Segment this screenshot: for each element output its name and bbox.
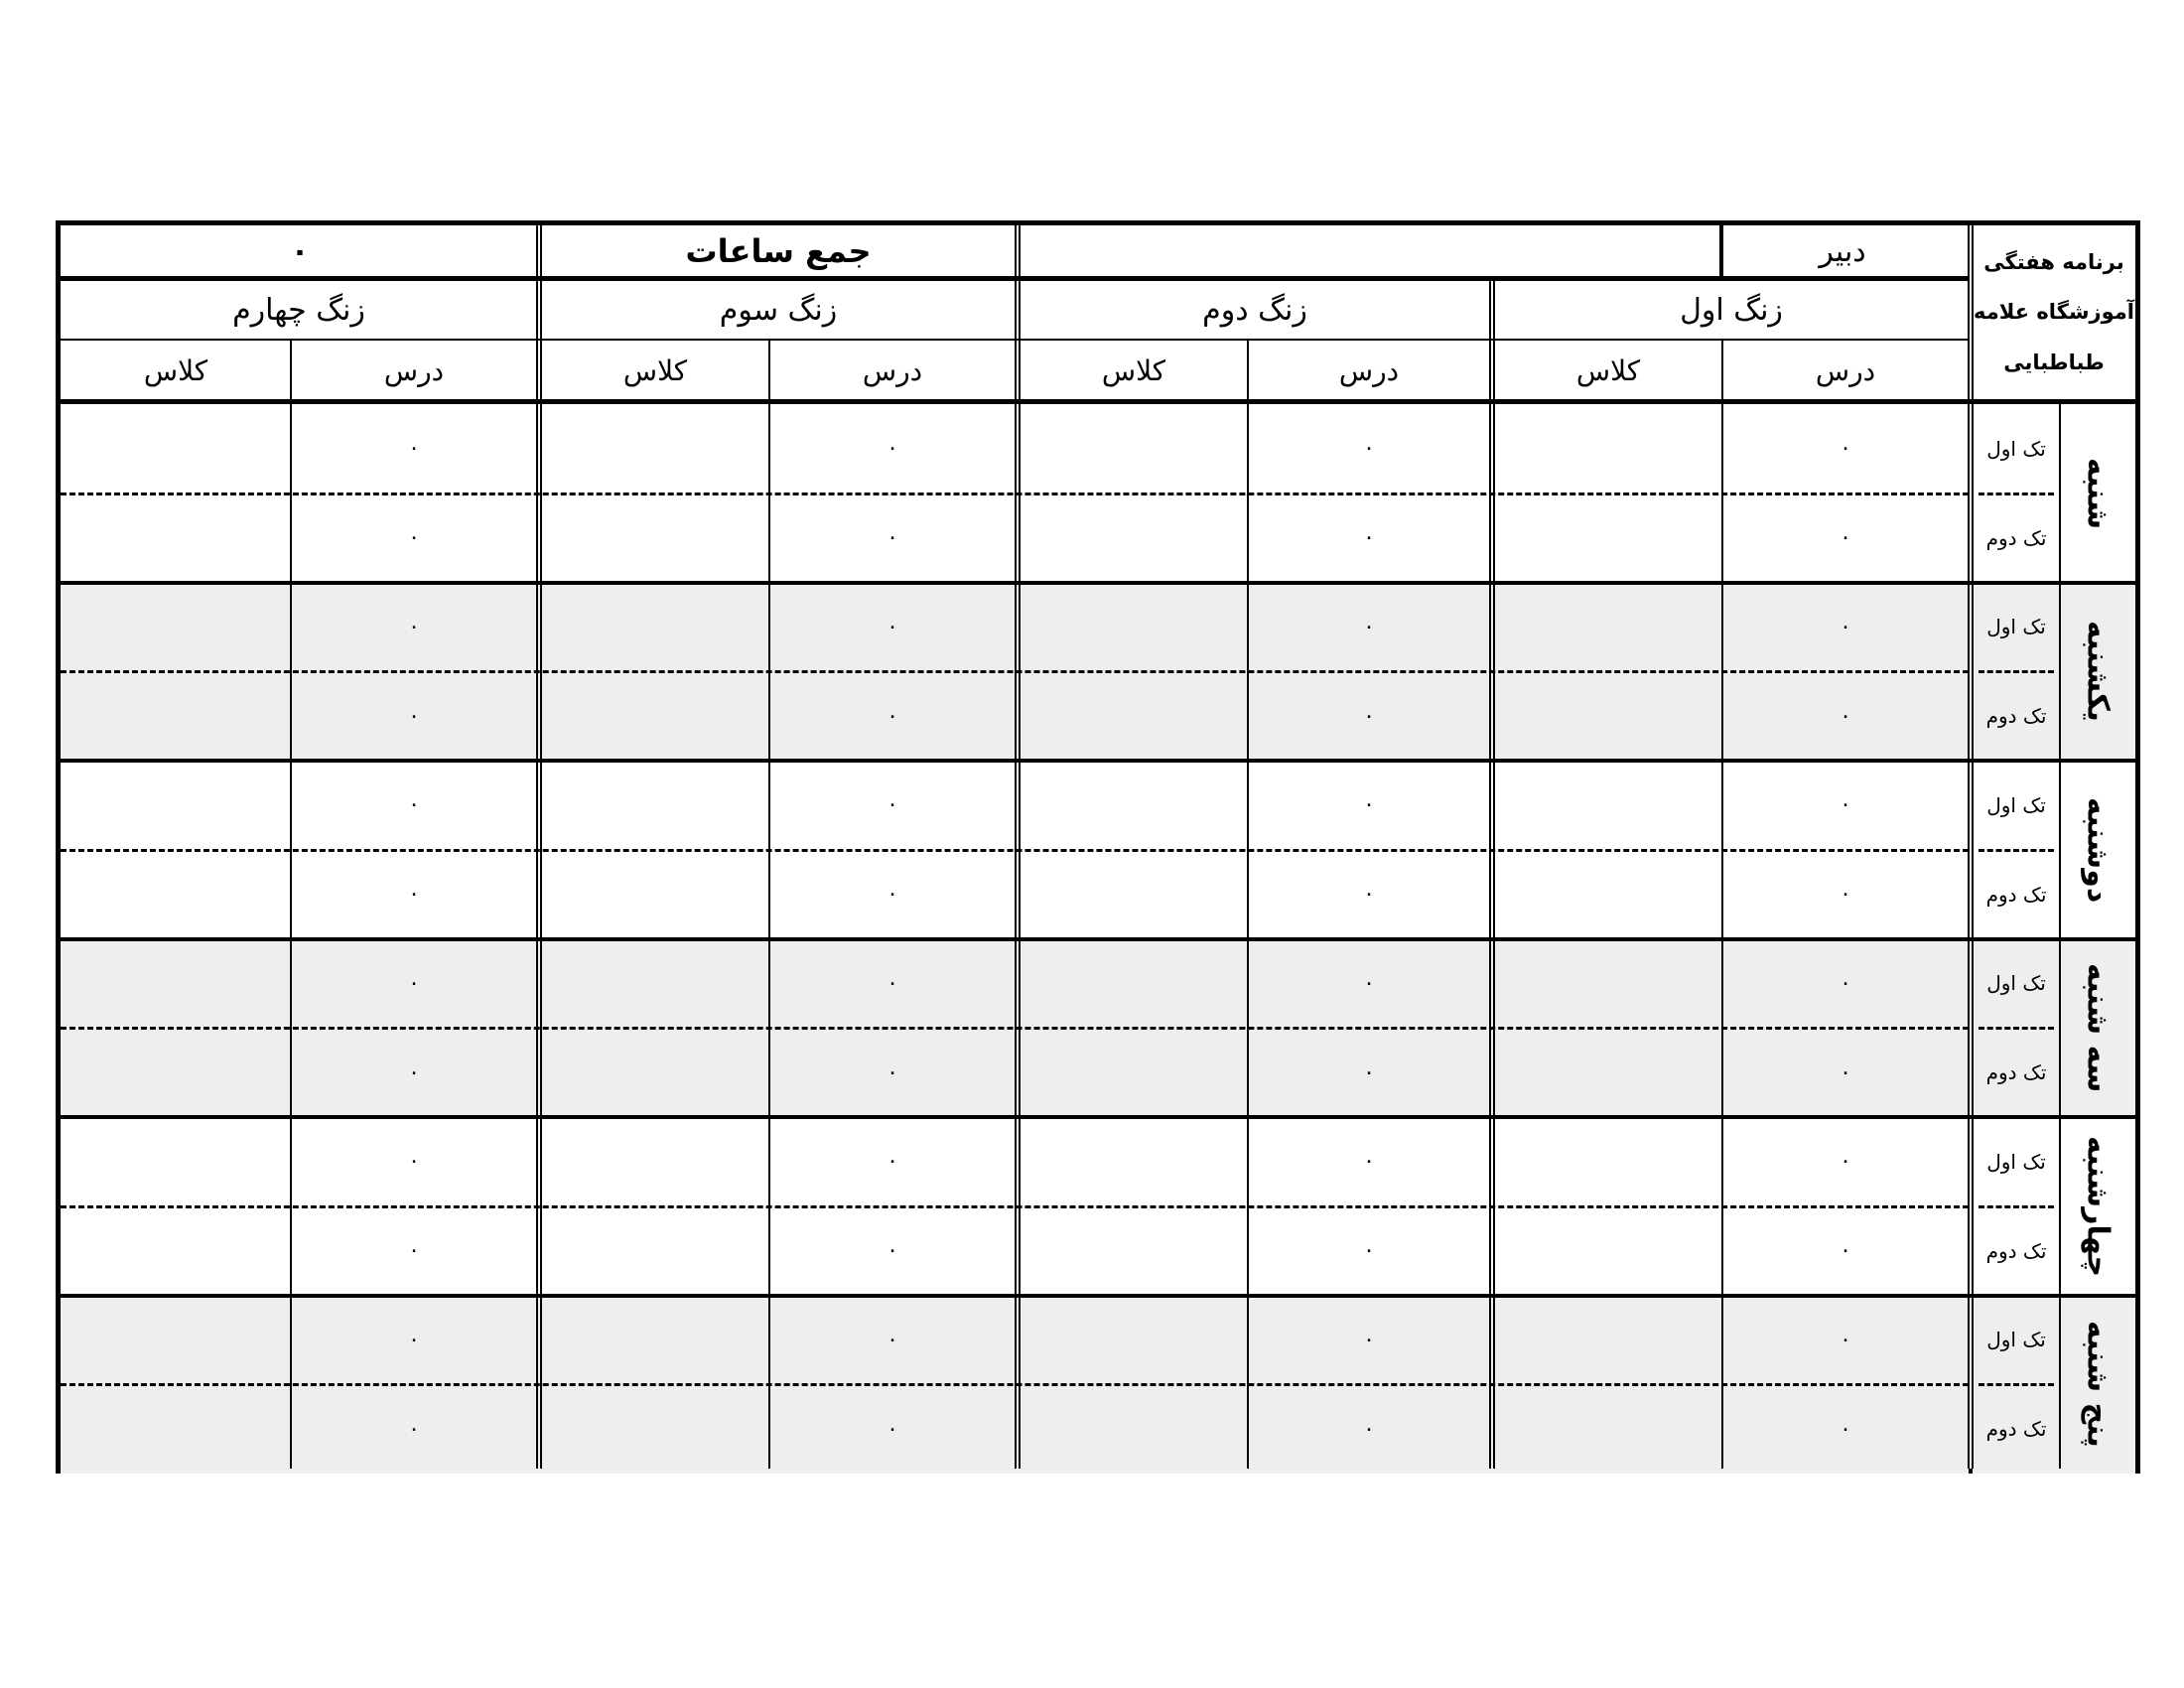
class-cell[interactable]: [541, 404, 769, 493]
slot-label: تک دوم: [1985, 1417, 2047, 1442]
column-border: [1489, 281, 1491, 1469]
lesson-cell[interactable]: ۰: [1363, 525, 1375, 551]
class-cell[interactable]: [541, 671, 769, 761]
class-cell[interactable]: [1494, 939, 1722, 1029]
bell-2-lesson-header: درس: [1338, 353, 1400, 387]
day-separator: [61, 581, 2135, 585]
class-cell[interactable]: [61, 404, 291, 493]
class-cell[interactable]: [1020, 493, 1248, 583]
school-title: [1973, 225, 2135, 399]
class-cell[interactable]: [61, 1384, 291, 1474]
bell-2-header: زنگ دوم: [1202, 292, 1307, 328]
class-cell[interactable]: [1020, 583, 1248, 672]
lesson-cell[interactable]: ۰: [887, 1416, 898, 1442]
slot-label: تک اول: [1986, 971, 2046, 996]
column-border: [540, 225, 542, 1469]
slot-divider: [1979, 492, 2054, 495]
class-cell[interactable]: [541, 1384, 769, 1474]
slot-divider: [1979, 849, 2054, 852]
day-name: سه شنبه: [2080, 963, 2116, 1093]
column-border: [1015, 225, 1017, 1469]
day-separator: [61, 759, 2135, 763]
bell-1-class-header: کلاس: [1575, 353, 1641, 387]
bell-2-class-header: کلاس: [1101, 353, 1166, 387]
class-cell[interactable]: [1020, 1296, 1248, 1385]
lesson-cell[interactable]: ۰: [1840, 970, 1851, 996]
day-separator: [61, 1115, 2135, 1119]
class-cell[interactable]: [61, 671, 291, 761]
lesson-cell[interactable]: ۰: [1840, 882, 1851, 908]
class-cell[interactable]: [1494, 583, 1722, 672]
class-cell[interactable]: [1494, 1206, 1722, 1296]
class-cell[interactable]: [541, 1296, 769, 1385]
class-cell[interactable]: [1020, 1384, 1248, 1474]
lesson-cell[interactable]: ۰: [1363, 1059, 1375, 1085]
class-cell[interactable]: [61, 1117, 291, 1206]
total-hours-label: جمع ساعات: [685, 232, 872, 270]
column-border: [768, 341, 770, 1469]
class-cell[interactable]: [541, 850, 769, 939]
slot-label: تک دوم: [1985, 1060, 2047, 1085]
lesson-cell[interactable]: ۰: [1840, 1238, 1851, 1264]
lesson-cell[interactable]: ۰: [887, 1059, 898, 1085]
class-cell[interactable]: [1020, 1206, 1248, 1296]
column-border: [1721, 341, 1723, 1469]
lesson-cell[interactable]: ۰: [1840, 703, 1851, 729]
class-cell[interactable]: [61, 1296, 291, 1385]
lesson-cell[interactable]: ۰: [408, 1059, 420, 1085]
class-cell[interactable]: [541, 1206, 769, 1296]
slot-label: تک دوم: [1985, 525, 2047, 550]
lesson-cell[interactable]: ۰: [887, 1149, 898, 1175]
class-cell[interactable]: [541, 1117, 769, 1206]
lesson-cell[interactable]: ۰: [1840, 1059, 1851, 1085]
class-cell[interactable]: [1494, 1296, 1722, 1385]
class-cell[interactable]: [1020, 1028, 1248, 1117]
class-cell[interactable]: [61, 1028, 291, 1117]
slot-divider: [1979, 670, 2054, 673]
lesson-cell[interactable]: ۰: [1363, 882, 1375, 908]
slot-label: تک اول: [1986, 1328, 2046, 1352]
header-separator: [61, 399, 2135, 404]
day-name: یکشنبه: [2080, 621, 2116, 723]
column-border: [1247, 341, 1249, 1469]
class-cell[interactable]: [1494, 761, 1722, 850]
bell-3-class-header: کلاس: [622, 353, 688, 387]
lesson-cell[interactable]: ۰: [408, 792, 420, 818]
column-border: [290, 341, 292, 1469]
class-cell[interactable]: [1020, 761, 1248, 850]
weekly-schedule-table: [56, 220, 2140, 1474]
class-cell[interactable]: [541, 761, 769, 850]
class-cell[interactable]: [61, 850, 291, 939]
lesson-cell[interactable]: ۰: [408, 1327, 420, 1352]
lesson-cell[interactable]: ۰: [408, 703, 420, 729]
lesson-cell[interactable]: ۰: [887, 970, 898, 996]
slot-label: تک دوم: [1985, 1238, 2047, 1263]
lesson-cell[interactable]: ۰: [887, 703, 898, 729]
bell-4-header: زنگ چهارم: [232, 292, 365, 328]
slot-label: تک اول: [1986, 1149, 2046, 1174]
class-cell[interactable]: [61, 493, 291, 583]
title-line-1: برنامه هفتگی: [1983, 250, 2124, 275]
class-cell[interactable]: [541, 583, 769, 672]
slot-divider: [1979, 1205, 2054, 1208]
slot-divider: [1979, 1383, 2054, 1386]
lesson-cell[interactable]: ۰: [887, 436, 898, 462]
lesson-cell[interactable]: ۰: [1363, 1238, 1375, 1264]
lesson-cell[interactable]: ۰: [1840, 436, 1851, 462]
total-hours-value[interactable]: ۰: [290, 233, 310, 269]
day-name: پنج شنبه: [2080, 1321, 2116, 1449]
class-cell[interactable]: [1494, 404, 1722, 493]
lesson-cell[interactable]: ۰: [1363, 1327, 1375, 1352]
lesson-cell[interactable]: ۰: [1363, 436, 1375, 462]
day-name: دوشنبه: [2080, 796, 2116, 903]
class-cell[interactable]: [61, 1206, 291, 1296]
slot-label: تک دوم: [1985, 882, 2047, 907]
slot-label: تک اول: [1986, 436, 2046, 461]
lesson-cell[interactable]: ۰: [887, 792, 898, 818]
lesson-cell[interactable]: ۰: [887, 882, 898, 908]
class-cell[interactable]: [1494, 493, 1722, 583]
class-cell[interactable]: [1020, 404, 1248, 493]
lesson-cell[interactable]: ۰: [408, 1416, 420, 1442]
lesson-cell[interactable]: ۰: [1363, 1416, 1375, 1442]
class-cell[interactable]: [1494, 1117, 1722, 1206]
bell-1-lesson-header: درس: [1815, 353, 1876, 387]
class-cell[interactable]: [1494, 1028, 1722, 1117]
bell-4-class-header: کلاس: [143, 353, 208, 387]
class-cell[interactable]: [1494, 671, 1722, 761]
column-border: [536, 225, 538, 1469]
class-cell[interactable]: [541, 1028, 769, 1117]
bell-4-lesson-header: درس: [383, 353, 445, 387]
lesson-cell[interactable]: ۰: [1840, 792, 1851, 818]
slot-label: تک دوم: [1985, 704, 2047, 729]
lesson-cell[interactable]: ۰: [408, 525, 420, 551]
lesson-cell[interactable]: ۰: [1363, 614, 1375, 639]
day-name: شنبه: [2080, 457, 2116, 529]
slot-label: تک اول: [1986, 792, 2046, 817]
slot-label: تک اول: [1986, 615, 2046, 639]
day-name: چهارشنبه: [2080, 1135, 2116, 1277]
class-cell[interactable]: [1494, 1384, 1722, 1474]
column-border: [1493, 281, 1495, 1469]
lesson-cell[interactable]: ۰: [1840, 525, 1851, 551]
class-cell[interactable]: [1020, 850, 1248, 939]
lesson-cell[interactable]: ۰: [887, 614, 898, 639]
class-cell[interactable]: [1020, 939, 1248, 1029]
day-separator: [61, 1294, 2135, 1298]
title-line-2: آموزشگاه علامه: [1974, 300, 2134, 325]
bell-3-header: زنگ سوم: [719, 292, 838, 328]
column-border: [1019, 225, 1021, 1469]
lesson-cell[interactable]: ۰: [887, 525, 898, 551]
lesson-cell[interactable]: ۰: [1840, 1149, 1851, 1175]
teacher-name-field[interactable]: [1018, 225, 1722, 277]
class-cell[interactable]: [1020, 1117, 1248, 1206]
lesson-cell[interactable]: ۰: [1363, 792, 1375, 818]
lesson-cell[interactable]: ۰: [887, 1327, 898, 1352]
class-cell[interactable]: [61, 761, 291, 850]
lesson-cell[interactable]: ۰: [887, 1238, 898, 1264]
class-cell[interactable]: [541, 493, 769, 583]
lesson-cell[interactable]: ۰: [408, 1238, 420, 1264]
lesson-cell[interactable]: ۰: [1840, 1327, 1851, 1352]
bell-1-header: زنگ اول: [1680, 292, 1783, 328]
class-cell[interactable]: [61, 583, 291, 672]
slot-divider: [1979, 1027, 2054, 1030]
lesson-cell[interactable]: ۰: [1363, 703, 1375, 729]
day-separator: [61, 937, 2135, 941]
lesson-cell[interactable]: ۰: [408, 1149, 420, 1175]
lesson-cell[interactable]: ۰: [1840, 1416, 1851, 1442]
bell-3-lesson-header: درس: [862, 353, 923, 387]
column-border: [1972, 225, 1974, 1469]
title-line-3: طباطبایی: [2003, 350, 2105, 374]
class-cell[interactable]: [1494, 850, 1722, 939]
class-cell[interactable]: [61, 939, 291, 1029]
lesson-cell[interactable]: ۰: [1363, 1149, 1375, 1175]
lesson-cell[interactable]: ۰: [408, 436, 420, 462]
lesson-cell[interactable]: ۰: [408, 970, 420, 996]
column-border: [2059, 404, 2061, 1469]
class-cell[interactable]: [541, 939, 769, 1029]
class-cell[interactable]: [1020, 671, 1248, 761]
lesson-cell[interactable]: ۰: [408, 614, 420, 639]
column-border: [1719, 225, 1723, 277]
lesson-cell[interactable]: ۰: [1840, 614, 1851, 639]
teacher-label: دبیر: [1819, 233, 1866, 269]
column-border: [1968, 225, 1970, 1469]
lesson-cell[interactable]: ۰: [408, 882, 420, 908]
lesson-cell[interactable]: ۰: [1363, 970, 1375, 996]
